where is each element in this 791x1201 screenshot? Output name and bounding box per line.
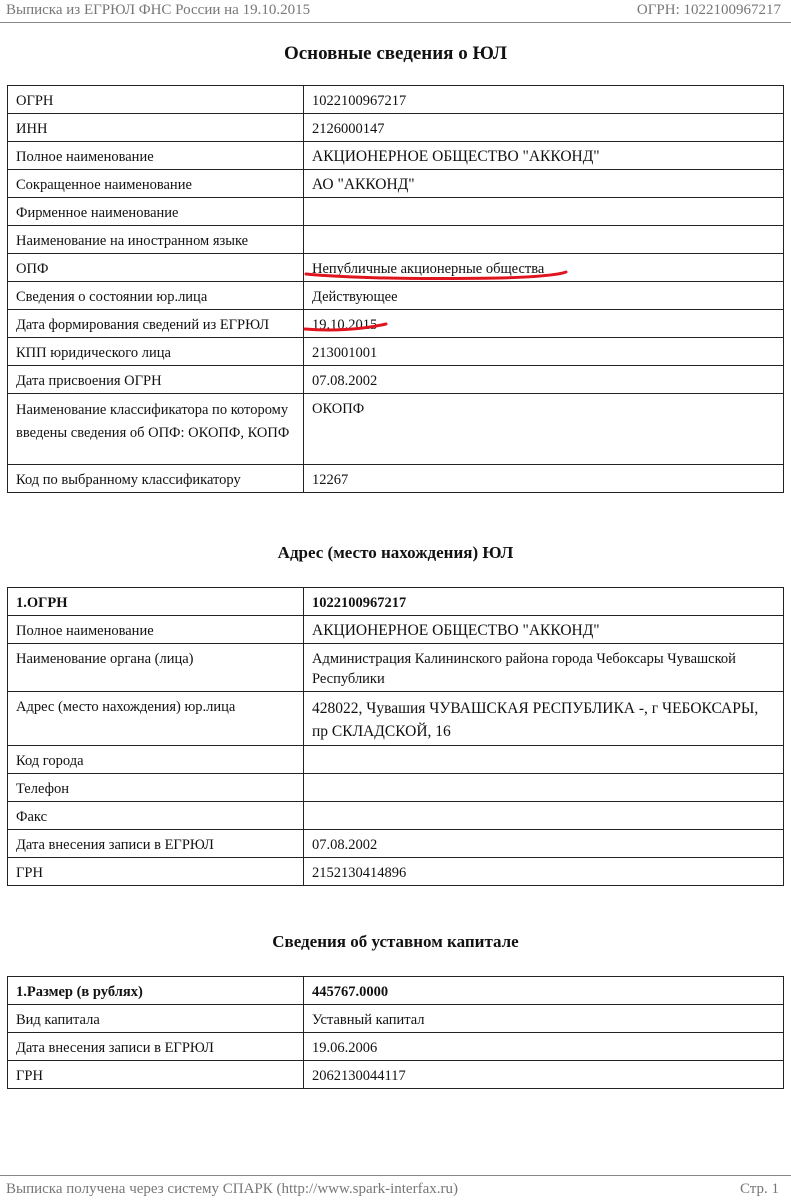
table-row bbox=[8, 588, 784, 616]
table-row bbox=[8, 830, 784, 858]
main-info-table bbox=[7, 85, 784, 493]
row-key: Факс bbox=[8, 802, 304, 830]
row-key: КПП юридического лица bbox=[8, 338, 304, 366]
table-row bbox=[8, 746, 784, 774]
row-value: Администрация Калининского района города Чебоксары Чувашской Республики bbox=[304, 644, 784, 692]
row-key: Код города bbox=[8, 746, 304, 774]
row-value: АО "АККОНД" bbox=[304, 170, 784, 198]
row-value: 07.08.2002 bbox=[304, 366, 784, 394]
row-key: ГРН bbox=[8, 858, 304, 886]
row-value: 19.10.2015 bbox=[304, 310, 784, 338]
section-title-main-info: Основные сведения о ЮЛ bbox=[283, 43, 508, 64]
row-value bbox=[304, 746, 784, 774]
table-row bbox=[8, 254, 784, 282]
table-row bbox=[8, 198, 784, 226]
row-key: Полное наименование bbox=[8, 142, 304, 170]
row-value: 2126000147 bbox=[304, 114, 784, 142]
table-row bbox=[8, 1033, 784, 1061]
row-value: Действующее bbox=[304, 282, 784, 310]
row-key: Дата внесения записи в ЕГРЮЛ bbox=[8, 1033, 304, 1061]
table-row bbox=[8, 226, 784, 254]
table-row bbox=[8, 282, 784, 310]
row-key: ИНН bbox=[8, 114, 304, 142]
row-key: Код по выбранному классификатору bbox=[8, 465, 304, 493]
row-key: Сведения о состоянии юр.лица bbox=[8, 282, 304, 310]
row-key: Дата внесения записи в ЕГРЮЛ bbox=[8, 830, 304, 858]
row-value: 2152130414896 bbox=[304, 858, 784, 886]
header-ogrn: ОГРН: 1022100967217 bbox=[636, 2, 781, 18]
table-row bbox=[8, 170, 784, 198]
row-key: 1.ОГРН bbox=[8, 588, 304, 616]
table-row bbox=[8, 692, 784, 746]
row-value: 07.08.2002 bbox=[304, 830, 784, 858]
table-row bbox=[8, 1005, 784, 1033]
row-value: Непубличные акционерные общества bbox=[304, 254, 784, 282]
row-key: ГРН bbox=[8, 1061, 304, 1089]
row-value: АКЦИОНЕРНОЕ ОБЩЕСТВО "АККОНД" bbox=[304, 142, 784, 170]
row-key: Вид капитала bbox=[8, 1005, 304, 1033]
footer-page-number: Стр. 1 bbox=[739, 1181, 779, 1197]
table-row bbox=[8, 310, 784, 338]
footer-source: Выписка получена через систему СПАРК (http://www.spark-interfax.ru) bbox=[6, 1181, 458, 1197]
row-value bbox=[304, 198, 784, 226]
table-row bbox=[8, 644, 784, 692]
table-row bbox=[8, 114, 784, 142]
row-value: 12267 bbox=[304, 465, 784, 493]
row-key: 1.Размер (в рублях) bbox=[8, 977, 304, 1005]
table-row bbox=[8, 465, 784, 493]
row-value bbox=[304, 774, 784, 802]
row-value: 1022100967217 bbox=[304, 86, 784, 114]
row-key: Наименование классификатора по которому введены сведения об ОПФ: ОКОПФ, КОПФ bbox=[8, 394, 304, 465]
table-row bbox=[8, 616, 784, 644]
header-extract-title: Выписка из ЕГРЮЛ ФНС России на 19.10.2015 bbox=[6, 2, 311, 18]
row-value: АКЦИОНЕРНОЕ ОБЩЕСТВО "АККОНД" bbox=[304, 616, 784, 644]
row-key: Сокращенное наименование bbox=[8, 170, 304, 198]
row-key: Дата формирования сведений из ЕГРЮЛ bbox=[8, 310, 304, 338]
row-value: 213001001 bbox=[304, 338, 784, 366]
row-key: ОПФ bbox=[8, 254, 304, 282]
table-row bbox=[8, 394, 784, 465]
table-row bbox=[8, 338, 784, 366]
page-header bbox=[0, 0, 791, 23]
row-value: Уставный капитал bbox=[304, 1005, 784, 1033]
row-value: 445767.0000 bbox=[304, 977, 784, 1005]
table-row bbox=[8, 1061, 784, 1089]
row-key: Наименование органа (лица) bbox=[8, 644, 304, 692]
table-row bbox=[8, 86, 784, 114]
table-row bbox=[8, 774, 784, 802]
row-key: Дата присвоения ОГРН bbox=[8, 366, 304, 394]
row-key: ОГРН bbox=[8, 86, 304, 114]
address-table bbox=[7, 587, 784, 886]
row-key: Фирменное наименование bbox=[8, 198, 304, 226]
row-value bbox=[304, 802, 784, 830]
row-value: 428022, Чувашия ЧУВАШСКАЯ РЕСПУБЛИКА -, г ЧЕБОКСАРЫ, пр СКЛАДСКОЙ, 16 bbox=[304, 692, 784, 746]
row-value: ОКОПФ bbox=[304, 394, 784, 465]
section-title-capital: Сведения об уставном капитале bbox=[272, 932, 519, 951]
capital-table bbox=[7, 976, 784, 1089]
page-footer bbox=[0, 1175, 791, 1201]
table-row bbox=[8, 858, 784, 886]
table-row bbox=[8, 977, 784, 1005]
row-key: Наименование на иностранном языке bbox=[8, 226, 304, 254]
row-value bbox=[304, 226, 784, 254]
section-title-address: Адрес (место нахождения) ЮЛ bbox=[277, 543, 514, 562]
row-key: Полное наименование bbox=[8, 616, 304, 644]
row-key: Телефон bbox=[8, 774, 304, 802]
row-key: Адрес (место нахождения) юр.лица bbox=[8, 692, 304, 746]
table-row bbox=[8, 142, 784, 170]
table-row bbox=[8, 366, 784, 394]
row-value: 2062130044117 bbox=[304, 1061, 784, 1089]
row-value: 19.06.2006 bbox=[304, 1033, 784, 1061]
table-row bbox=[8, 802, 784, 830]
row-value: 1022100967217 bbox=[304, 588, 784, 616]
